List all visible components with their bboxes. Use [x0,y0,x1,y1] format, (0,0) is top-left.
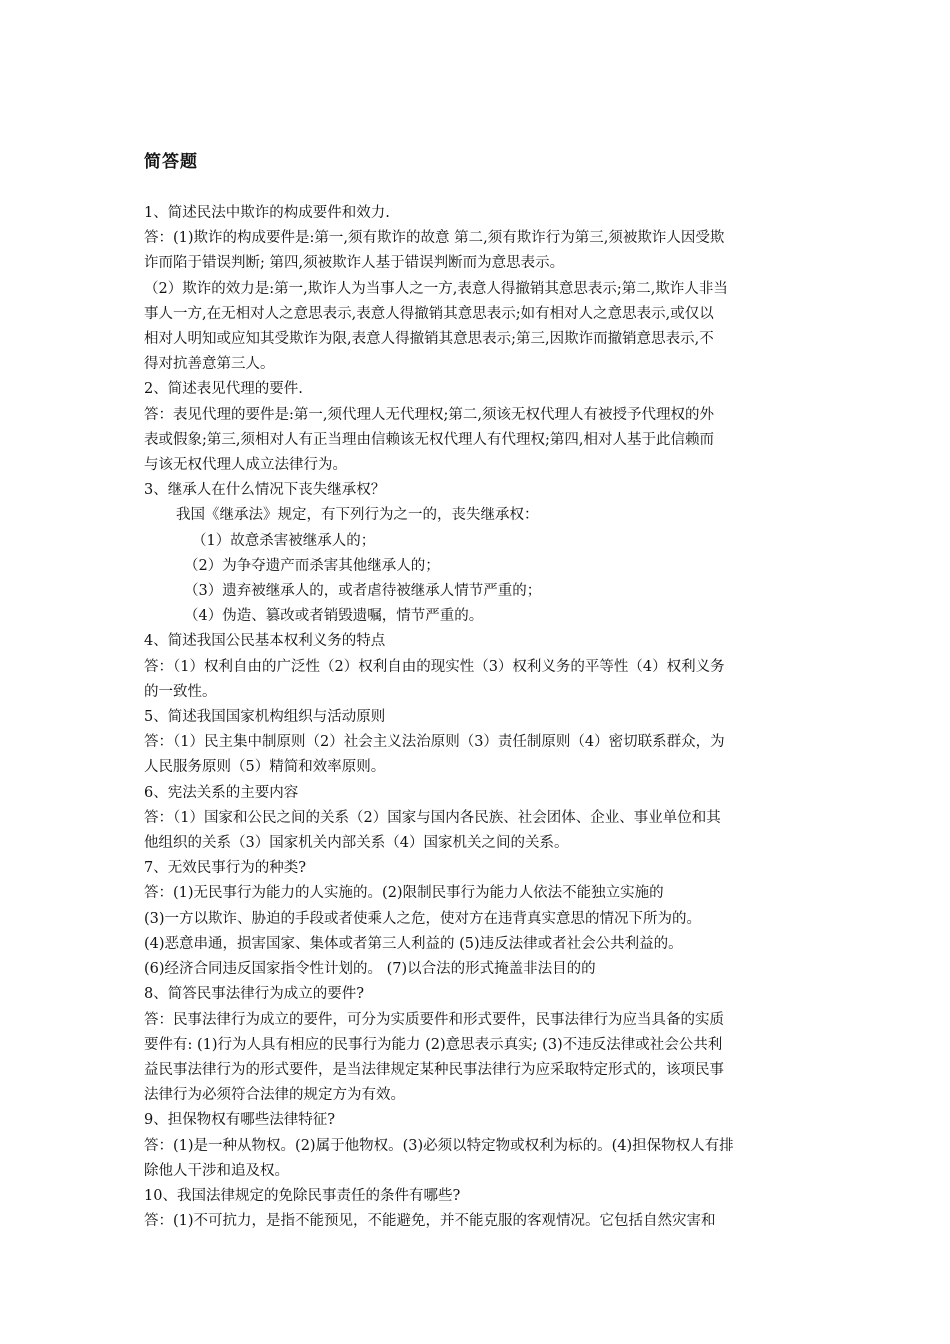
answer-line: 人民服务原则（5）精简和效率原则。 [144,759,386,776]
answer-line: 他组织的关系（3）国家机关内部关系（4）国家机关之间的关系。 [144,835,569,852]
answer-line: 答：表见代理的要件是:第一,须代理人无代理权;第二,须该无权代理人有被授予代理权的外 [144,406,714,423]
question-heading: 10、我国法律规定的免除民事责任的条件有哪些? [144,1187,461,1204]
answer-line: （2）欺诈的效力是:第一,欺诈人为当事人之一方,表意人得撤销其意思表示;第二,欺诈人非当 [144,280,728,297]
answer-line: (6)经济合同违反国家指令性计划的。 (7)以合法的形式掩盖非法目的的 [144,961,596,978]
question-heading: 5、简述我国国家机构组织与活动原则 [144,709,386,726]
question-heading: 8、简答民事法律行为成立的要件? [144,986,364,1003]
answer-line: 除他人干涉和追及权。 [144,1162,289,1179]
answer-line: 与该无权代理人成立法律行为。 [144,457,347,474]
answer-line: 答：(1)不可抗力，是指不能预见，不能避免，并不能克服的客观情况。它包括自然灾害和 [144,1213,716,1230]
answer-line: (4)恶意串通，损害国家、集体或者第三人利益的 (5)违反法律或者社会公共利益的。 [144,935,683,952]
question-heading: 1、简述民法中欺诈的构成要件和效力. [144,205,390,221]
answer-line: 相对人明知或应知其受欺诈为限,表意人得撤销其意思表示;第三,因欺诈而撤销意思表示,不 [144,331,714,348]
answer-line: 答：（1）国家和公民之间的关系（2）国家与国内各民族、社会团体、企业、事业单位和其 [144,809,721,826]
answer-line: 要件有: (1)行为人具有相应的民事行为能力 (2)意思表示真实; (3)不违反法律或社会公共利 [144,1036,723,1053]
answer-line: 法律行为必须符合法律的规定方为有效。 [144,1087,405,1104]
question-heading: 4、简述我国公民基本权利义务的特点 [144,633,386,650]
list-item: （4）伪造、篡改或者销毁遗嘱，情节严重的。 [184,608,484,625]
list-item: （2）为争夺遗产而杀害其他继承人的； [184,557,440,574]
answer-line: 我国《继承法》规定，有下列行为之一的，丧失继承权： [176,507,539,524]
answer-line: 的一致性。 [144,683,217,700]
answer-line: 益民事法律行为的形式要件，是当法律规定某种民事法律行为应采取特定形式的，该项民事 [144,1061,724,1078]
answer-line: 答：民事法律行为成立的要件，可分为实质要件和形式要件，民事法律行为应当具备的实质 [144,1011,724,1028]
document-body [144,201,808,1234]
page-title: 简答题 [144,152,198,172]
question-heading: 3、继承人在什么情况下丧失继承权？ [144,482,386,499]
answer-line: (3)一方以欺诈、胁迫的手段或者使乘人之危，使对方在违背真实意思的情况下所为的。 [144,910,702,927]
answer-line: 事人一方,在无相对人之意思表示,表意人得撤销其意思表示;如有相对人之意思表示,或仅以 [144,305,714,322]
question-heading: 6、宪法关系的主要内容 [144,784,299,801]
list-item: （1）故意杀害被继承人的； [192,532,376,549]
question-heading: 2、简述表见代理的要件. [144,381,303,398]
answer-line: 答：（1）民主集中制原则（2）社会主义法治原则（3）责任制原则（4）密切联系群众，为 [144,734,725,751]
answer-line: 答：(1)欺诈的构成要件是:第一,须有欺诈的故意 第二,须有欺诈行为第三,须被欺诈人因受欺 [144,230,725,247]
question-heading: 7、无效民事行为的种类? [144,860,306,877]
answer-line: 答：(1)是一种从物权。(2)属于他物权。(3)必须以特定物或权利为标的。(4)担保物权人有排 [144,1137,734,1154]
answer-line: 得对抗善意第三人。 [144,356,275,373]
question-heading: 9、担保物权有哪些法律特征? [144,1112,335,1129]
answer-line: 答：(1)无民事行为能力的人实施的。(2)限制民事行为能力人依法不能独立实施的 [144,885,664,902]
answer-line: 诈而陷于错误判断; 第四,须被欺诈人基于错误判断而为意思表示。 [144,255,565,272]
list-item: （3）遗弃被继承人的，或者虐待被继承人情节严重的； [184,583,542,600]
answer-line: 答：（1）权利自由的广泛性（2）权利自由的现实性（3）权利义务的平等性（4）权利义务 [144,658,725,675]
answer-line: 表或假象;第三,须相对人有正当理由信赖该无权代理人有代理权;第四,相对人基于此信赖而 [144,431,714,448]
